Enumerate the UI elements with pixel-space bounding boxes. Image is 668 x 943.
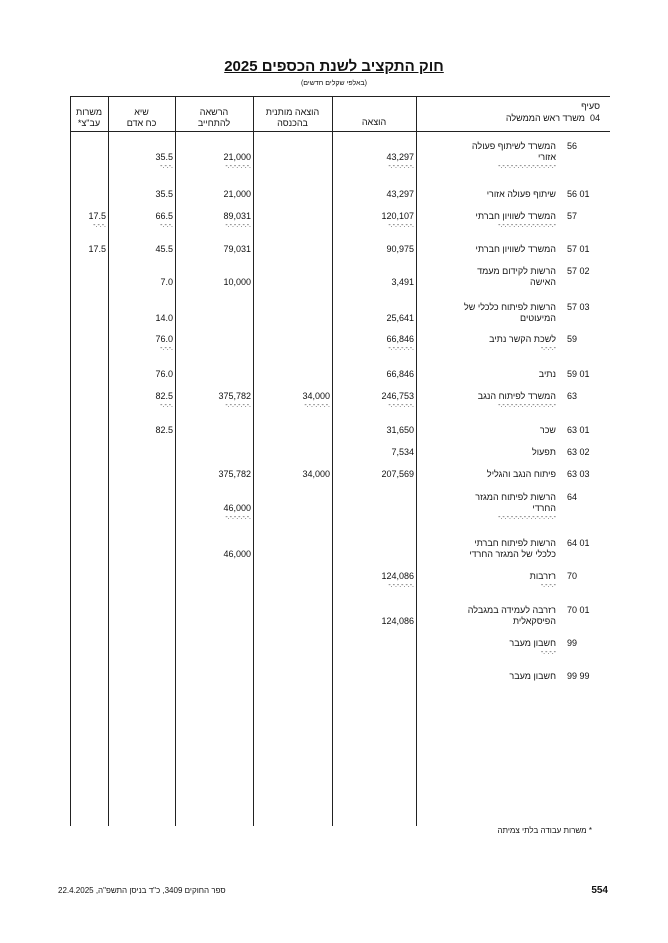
cell-expense: 66,846 [386, 369, 414, 379]
row-name-dash-leader: -.-.-.-.-.-.-.-.-.-.-.-.-.- [498, 222, 556, 229]
cell-commitment: 10,000 [223, 277, 251, 287]
page-number: 554 [591, 885, 608, 896]
row-name [446, 425, 556, 436]
row-name-dash-leader: -.-.-.- [540, 345, 556, 352]
row-code: 57 01 [567, 244, 590, 254]
row-code: 59 01 [567, 369, 590, 379]
row-code: 99 99 [567, 671, 590, 681]
row-name [446, 141, 556, 171]
cell-dash-leader: -.-.-.-.-.-. [225, 222, 251, 229]
cell-dash-leader: -.-.-.-.-.-. [225, 163, 251, 170]
row-name [446, 211, 556, 230]
row-name-line: המשרד לפיתוח הנגב [477, 391, 556, 401]
cell-expense: 25,641 [386, 313, 414, 323]
cell-dash-leader: -.-.-.-.-.-. [225, 514, 251, 521]
row-name-line: הפיסקאלית [512, 616, 556, 626]
cell-expense: 7,534 [391, 447, 414, 457]
cell-peak: 35.5 [155, 189, 173, 199]
row-name [446, 538, 556, 560]
cell-dash-leader: -.-.-.-.-.-. [388, 163, 414, 170]
row-code: 56 [567, 141, 578, 151]
row-name-line: תפעול [531, 447, 556, 457]
row-name [446, 447, 556, 458]
row-name [446, 189, 556, 200]
col-divider [175, 96, 176, 826]
row-code: 70 01 [567, 605, 590, 615]
cell-dash-leader: -.-.-. [93, 222, 106, 229]
cell-commitment: 21,000 [223, 152, 251, 162]
cell-dash-leader: -.-.-.-.-.-. [304, 402, 330, 409]
row-code: 64 [567, 492, 578, 502]
cell-peak: 7.0 [160, 277, 173, 287]
cell-dash-leader: -.-.-. [160, 345, 173, 352]
row-name [446, 302, 556, 324]
row-code: 57 03 [567, 302, 590, 312]
header-expense: הוצאה [361, 117, 387, 127]
cell-commitment: 375,782 [218, 391, 251, 401]
header-commitment: הרשאה להתחייב [197, 107, 231, 128]
row-name-line: חשבון מעבר [509, 671, 556, 681]
cell-peak: 14.0 [155, 313, 173, 323]
row-name-dash-leader: -.-.-.-.-.-.-.-.-.-.-.-.-.- [498, 514, 556, 521]
header-positions: משרות עב"צ* [75, 107, 103, 128]
cell-peak: 76.0 [155, 334, 173, 344]
cell-conditional: 34,000 [302, 391, 330, 401]
row-name-line: האישה [530, 277, 556, 287]
row-name-dash-leader: -.-.-.- [540, 649, 556, 656]
row-name [446, 334, 556, 353]
page-title: חוק התקציב לשנת הכספים 2025 [224, 58, 444, 75]
cell-peak: 82.5 [155, 425, 173, 435]
row-name [446, 391, 556, 410]
cell-dash-leader: -.-.-. [160, 163, 173, 170]
cell-dash-leader: -.-.-.-.-.-. [388, 222, 414, 229]
cell-peak: 35.5 [155, 152, 173, 162]
cell-conditional: 34,000 [302, 469, 330, 479]
row-name [446, 671, 556, 682]
row-code: 57 02 [567, 266, 590, 276]
cell-commitment: 89,031 [223, 211, 251, 221]
row-code: 63 [567, 391, 578, 401]
footer-citation: ספר החוקים 3409, כ"ד בניסן התשפ"ה, 22.4.2025 [58, 886, 226, 895]
col-divider [253, 96, 254, 826]
cell-positions: 17.5 [88, 244, 106, 254]
cell-dash-leader: -.-.-. [160, 222, 173, 229]
units-subtitle: (באלפי שקלים חדשים) [300, 80, 368, 87]
cell-peak: 82.5 [155, 391, 173, 401]
row-name [446, 244, 556, 255]
row-name-line: הרשות לפיתוח המגזר [475, 492, 556, 502]
row-name-line: המשרד לשיתוף פעולה [471, 141, 556, 151]
row-name-line: כלכלי של המגזר החרדי [469, 549, 556, 559]
cell-commitment: 79,031 [223, 244, 251, 254]
cell-dash-leader: -.-.-.-.-.-. [388, 345, 414, 352]
row-code: 63 02 [567, 447, 590, 457]
row-name-line: שיתוף פעולה אזורי [486, 189, 556, 199]
row-name-line: הרשות לקידום מעמד [477, 266, 556, 276]
cell-dash-leader: -.-.-.-.-.-. [225, 402, 251, 409]
row-code: 99 [567, 638, 578, 648]
table-left-border [70, 96, 71, 826]
cell-expense: 90,975 [386, 244, 414, 254]
cell-peak: 66.5 [155, 211, 173, 221]
row-code: 64 01 [567, 538, 590, 548]
table-top-border [70, 96, 610, 97]
cell-expense: 43,297 [386, 189, 414, 199]
section-code: 04 [589, 113, 600, 123]
budget-table [70, 96, 610, 826]
row-code: 59 [567, 334, 578, 344]
row-name-line: הרשות לפיתוח חברתי [474, 538, 556, 548]
row-name [446, 638, 556, 657]
cell-expense: 246,753 [381, 391, 414, 401]
cell-peak: 76.0 [155, 369, 173, 379]
row-name-dash-leader: -.-.-.-.-.-.-.-.-.-.-.-.-.- [498, 163, 556, 170]
header-bottom-border [70, 131, 610, 132]
row-code: 56 01 [567, 189, 590, 199]
row-name-line: לשכת הקשר נתיב [489, 334, 556, 344]
row-name-line: המשרד לשוויון חברתי [475, 211, 556, 221]
cell-peak: 45.5 [155, 244, 173, 254]
cell-commitment: 21,000 [223, 189, 251, 199]
row-name-line: שכר [539, 425, 556, 435]
header-peak-manpower: שיא כח אדם [126, 107, 157, 128]
cell-commitment: 46,000 [223, 503, 251, 513]
cell-expense: 66,846 [386, 334, 414, 344]
row-name-line: רזרבות [529, 571, 556, 581]
cell-expense: 207,569 [381, 469, 414, 479]
cell-dash-leader: -.-.-.-.-.-. [388, 582, 414, 589]
row-code: 63 03 [567, 469, 590, 479]
row-code: 63 01 [567, 425, 590, 435]
row-name [446, 266, 556, 288]
cell-expense: 31,650 [386, 425, 414, 435]
cell-commitment: 46,000 [223, 549, 251, 559]
section-name: משרד ראש הממשלה [505, 113, 585, 123]
cell-expense: 120,107 [381, 211, 414, 221]
row-name [446, 492, 556, 522]
row-name-dash-leader: -.-.-.- [540, 582, 556, 589]
row-code: 70 [567, 571, 578, 581]
cell-expense: 124,086 [381, 571, 414, 581]
row-name-line: אזורי [537, 152, 556, 162]
row-name-line: נתיב [538, 369, 556, 379]
row-name-line: חשבון מעבר [509, 638, 556, 648]
cell-expense: 43,297 [386, 152, 414, 162]
col-divider [332, 96, 333, 826]
cell-dash-leader: -.-.-.-.-.-. [388, 402, 414, 409]
row-name-line: הרשות לפיתוח כלכלי של [464, 302, 556, 312]
cell-expense: 124,086 [381, 616, 414, 626]
col-divider [108, 96, 109, 826]
row-name-line: רזרבה לעמידה במגבלה [467, 605, 556, 615]
footnote: * משרות עבודה בלתי צמיתה [497, 826, 592, 835]
row-name [446, 369, 556, 380]
row-name-line: פיתוח הנגב והגליל [486, 469, 556, 479]
section-label: סעיף [581, 101, 600, 111]
cell-dash-leader: -.-.-. [160, 402, 173, 409]
col-divider [416, 96, 417, 826]
row-name-dash-leader: -.-.-.-.-.-.-.-.-.-.-.-.-.- [498, 402, 556, 409]
row-code: 57 [567, 211, 578, 221]
row-name [446, 469, 556, 480]
row-name [446, 605, 556, 627]
row-name [446, 571, 556, 590]
cell-commitment: 375,782 [218, 469, 251, 479]
cell-expense: 3,491 [391, 277, 414, 287]
row-name-line: המיעוטים [520, 313, 556, 323]
row-name-line: המשרד לשוויון חברתי [475, 244, 556, 254]
cell-positions: 17.5 [88, 211, 106, 221]
header-conditional-expense: הוצאה מותנית בהכנסה [265, 107, 320, 128]
row-name-line: החרדי [532, 503, 556, 513]
header-section [420, 100, 600, 124]
